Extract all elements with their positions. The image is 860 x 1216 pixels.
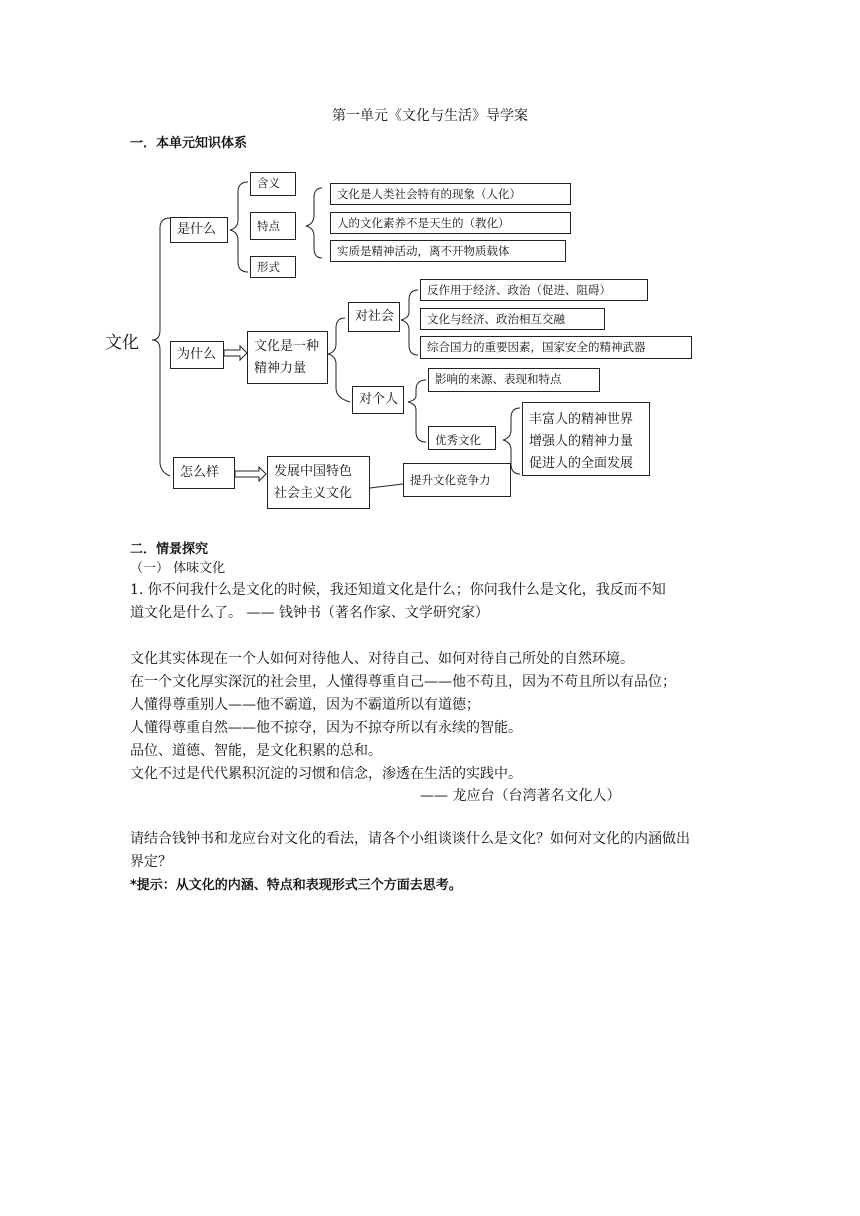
effect-3: 促进人的全面发展: [529, 456, 634, 471]
quote-qian-line-1: 1. 你不问我什么是文化的时候，我还知道文化是什么；你问我什么是文化，我反而不知: [130, 582, 666, 598]
paragraph-line-4: 人懂得尊重自然——他不掠夺，因为不掠夺所以有永续的智能。: [130, 720, 522, 736]
individual-point-excellent-culture: 优秀文化: [428, 426, 496, 450]
effect-1: 丰富人的精神世界: [529, 412, 634, 427]
node-meaning: 含义: [250, 172, 296, 196]
section-heading-scenario: 二．情景探究: [130, 542, 209, 557]
node-features: 特点: [250, 212, 296, 240]
individual-point-1: 影响的来源、表现和特点: [428, 368, 600, 392]
develop-line-1: 发展中国特色: [274, 464, 353, 479]
feature-point-3: 实质是精神活动，离不开物质载体: [330, 240, 566, 262]
feature-point-1: 文化是人类社会特有的现象（人化）: [330, 183, 571, 205]
node-why: 为什么: [170, 341, 224, 369]
society-point-1: 反作用于经济、政治（促进、阻碍）: [420, 279, 648, 301]
task-line-1: 请结合钱钟书和龙应台对文化的看法，请各个小组谈谈什么是文化？如何对文化的内涵做出: [130, 831, 690, 847]
paragraph-line-3: 人懂得尊重别人——他不霸道，因为不霸道所以有道德；: [130, 697, 480, 713]
paragraph-line-2: 在一个文化厚实深沉的社会里，人懂得尊重自己——他不苟且，因为不苟且所以有品位；: [130, 674, 676, 690]
map-root-culture: 文化: [105, 333, 139, 353]
society-point-3: 综合国力的重要因素，国家安全的精神武器: [420, 336, 692, 359]
feature-point-2: 人的文化素养不是天生的（教化）: [330, 212, 571, 234]
node-forms: 形式: [250, 256, 296, 278]
node-how: 怎么样: [173, 457, 235, 489]
quote-attribution-long: —— 龙应台（台湾著名文化人）: [420, 788, 621, 804]
paragraph-line-6: 文化不过是代代累积沉淀的习惯和信念，渗透在生活的实践中。: [130, 766, 522, 782]
node-enhance-competitiveness: 提升文化竞争力: [403, 463, 511, 497]
paragraph-line-1: 文化其实体现在一个人如何对待他人、对待自己、如何对待自己所处的自然环境。: [130, 651, 634, 667]
node-for-individual: 对个人: [352, 386, 404, 414]
spiritual-force-line-1: 文化是一种: [254, 339, 320, 354]
page-title: 第一单元《文化与生活》导学案: [332, 108, 528, 124]
node-what: 是什么: [170, 217, 228, 243]
society-point-2: 文化与经济、政治相互交融: [420, 308, 605, 330]
develop-line-2: 社会主义文化: [274, 486, 353, 501]
effect-2: 增强人的精神力量: [529, 434, 634, 449]
hint-text: *提示：从文化的内涵、特点和表现形式三个方面去思考。: [130, 878, 462, 893]
subsection-heading: （一） 体味文化: [130, 561, 226, 576]
spiritual-force-line-2: 精神力量: [254, 361, 307, 376]
section-heading-knowledge: 一．本单元知识体系: [130, 136, 248, 151]
node-develop-socialist-culture: [267, 456, 370, 509]
task-line-2: 界定？: [130, 854, 172, 870]
node-for-society: 对社会: [348, 302, 400, 332]
paragraph-line-5: 品位、道德、智能，是文化积累的总和。: [130, 743, 382, 759]
node-spiritual-force: [247, 331, 328, 384]
excellent-culture-effects: [522, 402, 650, 476]
quote-qian-line-2: 道文化是什么了。 —— 钱钟书（著名作家、文学研究家）: [130, 605, 489, 621]
